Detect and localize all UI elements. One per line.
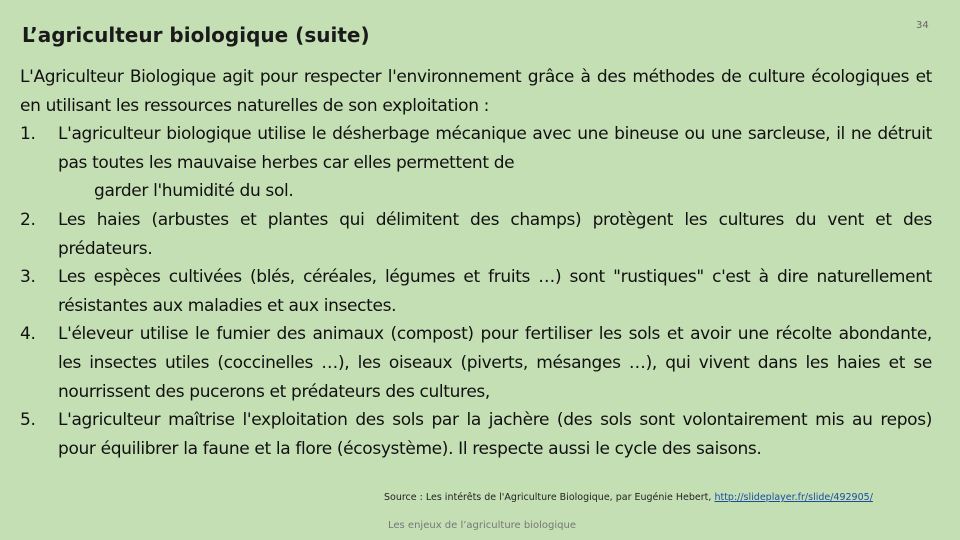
list-item-text-tail: garder l'humidité du sol. [94,181,294,202]
slide-footer: Les enjeux de l’agriculture biologique [388,520,576,531]
list-item-text: Les espèces cultivées (blés, céréales, légumes et fruits …) sont "rustiques" c'est à dire naturellement résistantes aux maladies et aux insectes. [58,267,932,316]
list-item [20,263,932,320]
list-number: 4. [20,324,36,345]
page-number: 34 [916,20,929,31]
list-item [20,406,932,463]
list-item-text: L'agriculteur biologique utilise le désherbage mécanique avec une bineuse ou une sarcleuse, il ne détruit pas toutes les mauvaise herbes car elles permettent de [58,124,932,173]
list-item [20,206,932,263]
slide-body [20,63,932,463]
list-number: 3. [20,267,36,288]
list-item-text: Les haies (arbustes et plantes qui délimitent des champs) protègent les cultures du vent et des prédateurs. [58,209,932,259]
source-text: Source : Les intérêts de l'Agriculture Biologique, par Eugénie Hebert, [384,492,715,503]
source-link[interactable]: http://slideplayer.fr/slide/492905/ [714,492,873,503]
intro-paragraph: L'Agriculteur Biologique agit pour respecter l'environnement grâce à des méthodes de culture écologiques et en utilisant les ressources naturelles de son exploitation : [20,67,932,116]
source-citation [384,492,873,503]
list-item-text: L'agriculteur maîtrise l'exploitation des sols par la jachère (des sols sont volontairement mis au repos) pour équilibrer la faune et la flore (écosystème). Il respecte aussi le cycle des saisons. [58,410,932,459]
list-number: 5. [20,410,36,431]
list-number: 1. [20,124,36,145]
numbered-list [20,120,932,463]
slide-title: L’agriculteur biologique (suite) [22,23,370,47]
list-item [20,320,932,406]
list-item-text: L'éleveur utilise le fumier des animaux (compost) pour fertiliser les sols et avoir une récolte abondante, les insectes utiles (coccinelles …), les oiseaux (piverts, mésanges …), qui vivent dans les haies et se nourrissent des pucerons et prédateurs des cultures, [58,324,932,402]
list-item [20,120,932,206]
list-number: 2. [20,209,36,230]
